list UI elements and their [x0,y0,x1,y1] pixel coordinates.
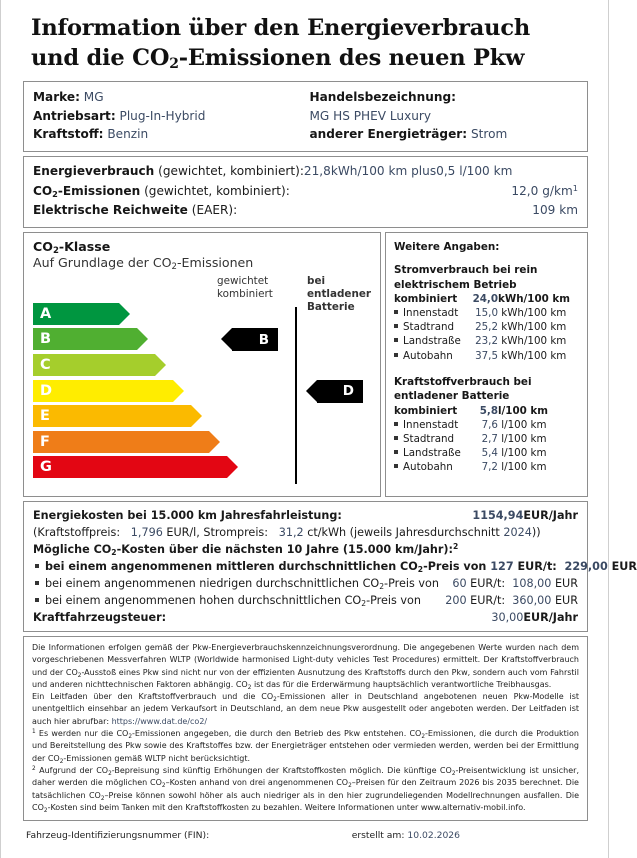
co2-cost-rows [33,558,637,609]
co2-total-unit: EUR [551,576,578,590]
energieverbrauch-left [33,162,304,182]
co2-total-unit: EUR [607,559,637,573]
kraftstoffverbrauch-item-name: Landstraße [403,447,461,460]
legal-p1-b: -Ausstoß eines Pkw sind nicht nur von der effizienten Ausnutzung des Kraftstoffs durch den Pkw, sondern auch vom Fahrstil und anderen nichttechnischen Faktoren abhängig. CO [32,667,580,689]
legal-fn2-sub5: 2 [100,795,105,802]
co2-class-box [23,232,381,497]
kraftstoffverbrauch-item-list [394,418,582,475]
stromverbrauch-item-value: 37,5 [475,349,498,362]
legal-paragraph-2 [32,691,579,728]
stromverbrauch-item-value: 15,0 [475,307,498,320]
legal-fn2-sub6: 2 [43,807,48,814]
column-header-discharged-line2: Batterie [307,301,355,314]
marker-weighted-combined-pointer [221,328,232,350]
column-header-weighted [217,275,273,301]
kraftstoffpreis-value: 1,796 [130,525,163,539]
bullet-icon [394,436,398,440]
kraftstoffverbrauch-item-name: Autobahn [403,461,453,474]
marke-value: MG [83,89,104,104]
bar-body-B [33,328,137,350]
legal-fn1-a: Es werden nur die CO [35,729,129,739]
stromverbrauch-item-name: Innenstadt [403,307,459,320]
marker-discharged-battery [317,380,363,403]
co2-klasse-subheading-pre: Auf Grundlage der CO [33,254,172,270]
legal-fn2-year2: 2035 [496,778,517,788]
efficiency-class-bar-F [33,431,227,453]
vehicle-info-left-column [33,88,306,144]
energieverbrauch-kwh-value: 21,8 [303,164,331,179]
legal-fn1-sub2: 2 [421,734,426,741]
column-header-discharged-line1: bei entladener [307,274,372,300]
column-header-weighted-line2: kombiniert [217,287,273,300]
kraftstoffverbrauch-item-value: 5,4 [481,447,498,460]
antriebsart-label: Antriebsart: [33,108,116,123]
energiekosten-row [33,507,578,524]
co2-price-unit: EUR/t: [470,593,506,607]
fin-label: Fahrzeug-Identifizierungsnummer (FIN): [26,830,210,842]
consumption-summary-box [23,156,588,228]
stromverbrauch-item-unit: kWh/100 km [498,335,567,348]
column-header-weighted-line1: gewichtet [217,274,269,287]
column-header-discharged [307,275,380,315]
eaer-left [33,201,237,221]
vehicle-info-box [23,81,588,152]
co2-total-value: 360,00 [505,593,552,607]
legal-fn1-c: -Emissionen, die durch die Produktion und Bereitstellung des Pkw sowie des Kraftstoffes bzw. der Energieträger entstehen oder vermieden werden, werden bei der Ermittlung der CO [32,729,579,763]
page-title-line1: Information über den Energieverbrauch [31,15,530,41]
stromverbrauch-kombiniert-row [394,292,582,306]
footer [23,821,588,841]
spacer-2 [394,363,582,375]
kraftstoffverbrauch-item-unit: l/100 km [498,461,547,474]
kraftfahrzeugsteuer-unit: EUR/Jahr [523,610,578,624]
bullet-icon [35,581,39,585]
stromverbrauch-item-name: Autobahn [403,349,453,362]
antriebsart-row [33,107,306,126]
moegliche-co2-kosten-heading [33,541,578,558]
co2-total-value: 229,00 [556,559,608,573]
eaer-unit: km [559,203,578,218]
energieverbrauch-value [304,162,512,182]
efficiency-class-bar-D [33,380,227,402]
co2-klasse-subheading-sub: 2 [171,261,177,272]
legal-fn2-sub2: 2 [451,771,456,778]
moegliche-footnote-marker: 2 [453,541,459,551]
kraftstoffverbrauch-item-unit: l/100 km [498,433,547,445]
co2-emissionen-row [33,182,578,202]
moegliche-sub: 2 [111,547,117,557]
stromverbrauch-kombiniert-unit: kWh/100 km [498,292,570,305]
kraftstoffverbrauch-kombiniert-unit: l/100 km [498,404,548,417]
legal-fn2-sub4: 2 [348,783,352,790]
page-title-line2 [31,44,588,74]
bar-arrow-tip-G [227,456,238,478]
bullet-icon [394,324,398,328]
bullet-icon [35,598,39,602]
eaer-value-group [532,201,578,221]
co2-emissionen-label [33,184,140,198]
marke-label: Marke: [33,89,80,104]
energieverbrauch-l-unit: l/100 km [459,164,513,179]
marker-weighted-combined-letter: B [258,331,269,348]
bar-body-G [33,456,227,478]
co2-cost-row [33,592,578,609]
eaer-value: 109 [532,203,556,218]
stromverbrauch-heading-line2: elektrischem Betrieb [394,278,517,291]
legal-p2-b: -Emissionen aller in Deutschland angebotenen neuen Pkw-Modelle ist unentgeltlich einsehbar an jedem Verkaufsort in Deutschland, an dem neue Pkw ausgestellt oder angeboten werden. Der Leitfaden ist auch hier abrufbar: [32,692,579,726]
bar-arrow-tip-A [119,303,130,325]
kraftstoffverbrauch-kombiniert-name: kombiniert [394,404,458,417]
page-title [23,0,588,81]
kraftstoffverbrauch-item [394,418,582,432]
efficiency-class-bar-E [33,405,227,427]
legal-fn2-c: -Preisentwicklung ist unsicher, daher werden die möglichen CO [32,766,579,788]
bar-letter-F: F [40,433,50,450]
stromverbrauch-kombiniert-value: 24,0 [472,292,498,305]
bar-body-F [33,431,209,453]
legal-fn1-sub1: 2 [128,734,133,741]
stromverbrauch-item-value: 25,2 [475,321,498,334]
preise-mid: EUR/l, Strompreis: [166,525,269,539]
legal-fn2-a: Aufgrund der CO [35,766,109,776]
marker-discharged-battery-pointer [306,380,317,402]
co2-cost-row-text: bei einem angenommenen mittleren durchschnittlichen $CO_2$-Preis von [45,559,487,574]
co2-emissionen-value [511,182,578,202]
bar-letter-G: G [40,459,52,476]
bar-body-E [33,405,191,427]
co2-subscript: 2 [169,55,179,72]
antriebsart-value: Plug-In-Hybrid [119,108,206,123]
jahresdurchschnitt-jahr: 2024 [503,525,532,539]
bullet-icon [394,338,398,342]
bullet-icon [35,564,39,568]
energieverbrauch-row [33,162,578,182]
kraftstoffverbrauch-item-unit: l/100 km [498,418,547,431]
anderer-energietraeger-row [310,125,579,144]
legal-fn2-d: –Kosten anhand von drei angenommenen CO [165,778,349,788]
kraftstoffverbrauch-kombiniert-row [394,404,582,418]
kraftstoffverbrauch-item-unit: l/100 km [498,447,547,460]
legal-paragraph-1 [32,642,579,691]
marker-discharged-battery-letter: D [342,383,354,400]
kraftfahrzeugsteuer-row [33,609,578,626]
energiekosten-unit: EUR/Jahr [523,508,578,522]
moegliche-post: -Kosten über die nächsten 10 Jahre (15.000 km/Jahr): [116,542,453,556]
co2-klasse-heading-post: -Klasse [58,238,111,254]
footer-right-pad [460,830,580,841]
preise-pre: (Kraftstoffpreis: [33,525,121,539]
energieverbrauch-kwh-unit: kWh/100 km [330,164,408,179]
bar-letter-D: D [40,382,53,399]
strompreis-value: 31,2 [278,525,304,539]
vehicle-info-right-column [306,88,579,144]
footnote-1-marker: 1 [32,729,36,736]
legal-footnote-1 [32,728,579,765]
footnote-2-marker: 2 [32,766,36,773]
co2-price-value: 60 [448,576,471,590]
eaer-label: Elektrische Reichweite [33,203,188,218]
handelsbezeichnung-value: MG HS PHEV Luxury [309,108,432,123]
energieverbrauch-qualifier: (gewichtet, kombiniert): [158,164,304,179]
weitere-angaben-heading: Weitere Angaben: [394,240,500,253]
legal-fn1-b: -Emissionen angegeben, die durch den Betrieb des Pkw entstehen. CO [132,729,422,739]
efficiency-class-scale [33,303,227,482]
bullet-icon [394,422,398,426]
anderer-energietraeger-label: anderer Energieträger: [309,127,468,142]
co2-klasse-subheading-post: -Emissionen [176,254,254,270]
moegliche-pre: Mögliche CO [33,542,112,556]
energieverbrauch-label: Energieverbrauch [33,164,155,179]
handelsbezeichnung-label: Handelsbezeichnung: [309,89,456,104]
page-title-line2-post: -Emissionen des neuen Pkw [178,44,525,71]
stromverbrauch-item [394,320,582,334]
kraftstoffverbrauch-kombiniert-value: 5,8 [479,404,498,417]
preise-row [33,524,578,541]
co2-price-unit: EUR/t: [517,559,557,573]
column-divider-line [295,307,297,484]
kraftstoffverbrauch-heading-line2: entladener Batterie [394,390,510,403]
bar-body-C [33,354,155,376]
bar-arrow-tip-E [191,405,202,427]
legal-p1-sub1: 2 [77,672,82,679]
co2-value: 12,0 [511,183,539,198]
co2-price-value: 127 [486,559,518,573]
created-group [352,830,460,841]
legal-fn2-year1: 2026 [459,778,480,788]
marke-row [33,88,306,107]
spacer-1 [394,254,582,263]
bar-arrow-tip-C [155,354,166,376]
legal-fn1-d: -Emissionen gemäß WLTP nicht berücksichtigt. [63,753,251,763]
bar-letter-C: C [40,356,51,373]
stromverbrauch-item-name: Landstraße [403,335,461,348]
legal-footnote-2 [32,765,579,814]
legal-fn2-b: -Bepreisung sind künftig Erhöhungen der Kraftstoffkosten möglich. Die künftige CO [111,766,452,776]
kraftstoffverbrauch-item-name: Stadtrand [403,433,455,445]
marker-weighted-combined [232,328,278,351]
dat-leitfaden-link[interactable]: https://www.dat.de/co2/ [111,716,208,726]
legal-fn2-sub1: 2 [108,771,112,778]
efficiency-class-bar-G [33,456,227,478]
co2-klasse-heading-sub: 2 [52,245,59,256]
stromverbrauch-item-unit: kWh/100 km [498,307,567,320]
co2-footnote-marker: 1 [572,182,578,193]
bar-arrow-tip-B [137,328,148,350]
co2-class-and-details-row [23,232,588,497]
legal-fn1-sub3: 2 [59,758,64,765]
stromverbrauch-item [394,334,582,348]
legal-text-box [23,636,588,821]
stromverbrauch-kombiniert-name: kombiniert [394,292,458,305]
bar-arrow-tip-F [209,431,220,453]
bar-letter-A: A [40,305,52,322]
bullet-icon [394,353,398,357]
kraftstoffverbrauch-heading-line1: Kraftstoffverbrauch bei [394,375,532,388]
co2-cost-row-text: bei einem angenommenen niedrigen durchschnittlichen $CO_2$-Preis von [45,576,439,591]
co2-cost-row-text: bei einem angenommenen hohen durchschnittlichen $CO_2$-Preis von [45,593,421,608]
page-title-line2-pre: und die CO [31,44,170,71]
legal-p1-sub2: 2 [247,684,252,691]
stromverbrauch-item-unit: kWh/100 km [498,321,567,334]
co2-label-pre: CO [33,183,53,198]
co2-label-post: -Emissionen [57,183,141,198]
co2-emissionen-left [33,182,290,202]
kraftstoff-row [33,125,306,144]
kraftfahrzeugsteuer-value: 30,00 [491,610,524,624]
kraftfahrzeugsteuer-label: Kraftfahrzeugsteuer: [33,610,167,624]
bullet-icon [394,464,398,468]
co2-price-unit: EUR/t: [470,576,506,590]
bar-body-A [33,303,119,325]
bullet-icon [394,450,398,454]
co2-label-sub: 2 [52,188,58,199]
stromverbrauch-item [394,306,582,320]
co2-emissionen-qualifier: (gewichtet, kombiniert): [144,183,290,198]
kraftstoffverbrauch-item-name: Innenstadt [403,418,459,431]
legal-fn2-h: –Preise können sowohl höher als auch niedriger als in den hier zugrundeliegenden Modellrechnungen ausfallen. Die CO [32,790,580,812]
kraftstoffverbrauch-item [394,432,582,446]
co2-cost-row [33,575,578,592]
energiekosten-value: 1154,94 [472,508,524,522]
created-label: erstellt am: [351,830,405,842]
legal-p2-sub: 2 [273,697,277,704]
bar-body-D [33,380,173,402]
efficiency-class-bar-A [33,303,227,325]
co2-unit: g/km [542,183,573,198]
stromverbrauch-item-list [394,306,582,363]
legal-p2-a: Ein Leitfaden über den Kraftstoffverbrauch und die CO [32,692,274,702]
weitere-angaben-box [385,232,588,497]
preise-end: )) [531,525,541,539]
footer-spacer [209,830,352,841]
stromverbrauch-item-unit: kWh/100 km [498,349,567,362]
legal-fn2-e: –Preisen für den Zeitraum [351,778,457,788]
stromverbrauch-item [394,349,582,363]
co2-klasse-heading-pre: CO [33,238,53,254]
kraftstoff-label: Kraftstoff: [33,127,104,142]
bar-letter-E: E [40,408,50,425]
kraftstoff-value: Benzin [107,127,149,142]
eaer-qualifier: (EAER): [191,203,238,218]
bar-arrow-tip-D [173,380,184,402]
costs-box [23,501,637,632]
legal-fn2-f: bis [482,778,494,788]
kraftstoffverbrauch-item-value: 7,2 [481,461,498,474]
co2-cost-row [33,558,637,575]
legal-fn2-g: berechnet. Die tatsächlichen CO [32,778,579,800]
kraftstoffverbrauch-item [394,460,582,474]
co2-total-unit: EUR [551,593,578,607]
legal-fn2-sub3: 2 [161,783,166,790]
bar-letter-B: B [40,331,52,348]
bullet-icon [394,310,398,314]
co2-price-value: 200 [441,593,471,607]
stromverbrauch-item-name: Stadtrand [403,321,455,334]
legal-fn2-i: -Kosten sind beim Tanken mit den Kraftstoffkosten zu bezahlen. Weitere Informationen unter www.alternativ-mobil.info. [47,802,526,812]
elektrische-reichweite-row [33,201,578,221]
created-date: 10.02.2026 [407,830,460,842]
kraftstoffverbrauch-item-value: 7,6 [481,418,498,431]
co2-klasse-heading [33,239,380,254]
co2-klasse-subheading [33,255,380,270]
kraftstoffverbrauch-item [394,446,582,460]
kraftstoffverbrauch-item-value: 2,7 [481,433,498,445]
energiekosten-label: Energiekosten bei 15.000 km Jahresfahrleistung: [33,508,342,522]
efficiency-class-bar-C [33,354,227,376]
preise-post: ct/kWh (jeweils Jahresdurchschnitt [307,525,500,539]
stromverbrauch-item-value: 23,2 [475,335,498,348]
legal-p1-c: ist das für die Erderwärmung hauptsächlich verantwortliche Treibhausgas. [251,679,552,689]
co2-total-value: 108,00 [505,576,552,590]
legal-p1-a: Die Informationen erfolgen gemäß der Pkw-Energieverbrauchskennzeichnungsverordnung. Die angegebenen Werte wurden nach dem vorgeschriebenen Messverfahren WLTP (Worldwide harmonised Light-duty vehicles Test Procedures) ermittelt. Der Kraftstoffverbrauch und der CO [32,642,579,677]
efficiency-class-bar-B [33,328,227,350]
anderer-energietraeger-value: Strom [470,127,508,142]
energieverbrauch-plus: plus [411,164,437,179]
stromverbrauch-heading-line1: Stromverbrauch bei rein [394,264,538,277]
energieverbrauch-l-value: 0,5 [436,164,456,179]
